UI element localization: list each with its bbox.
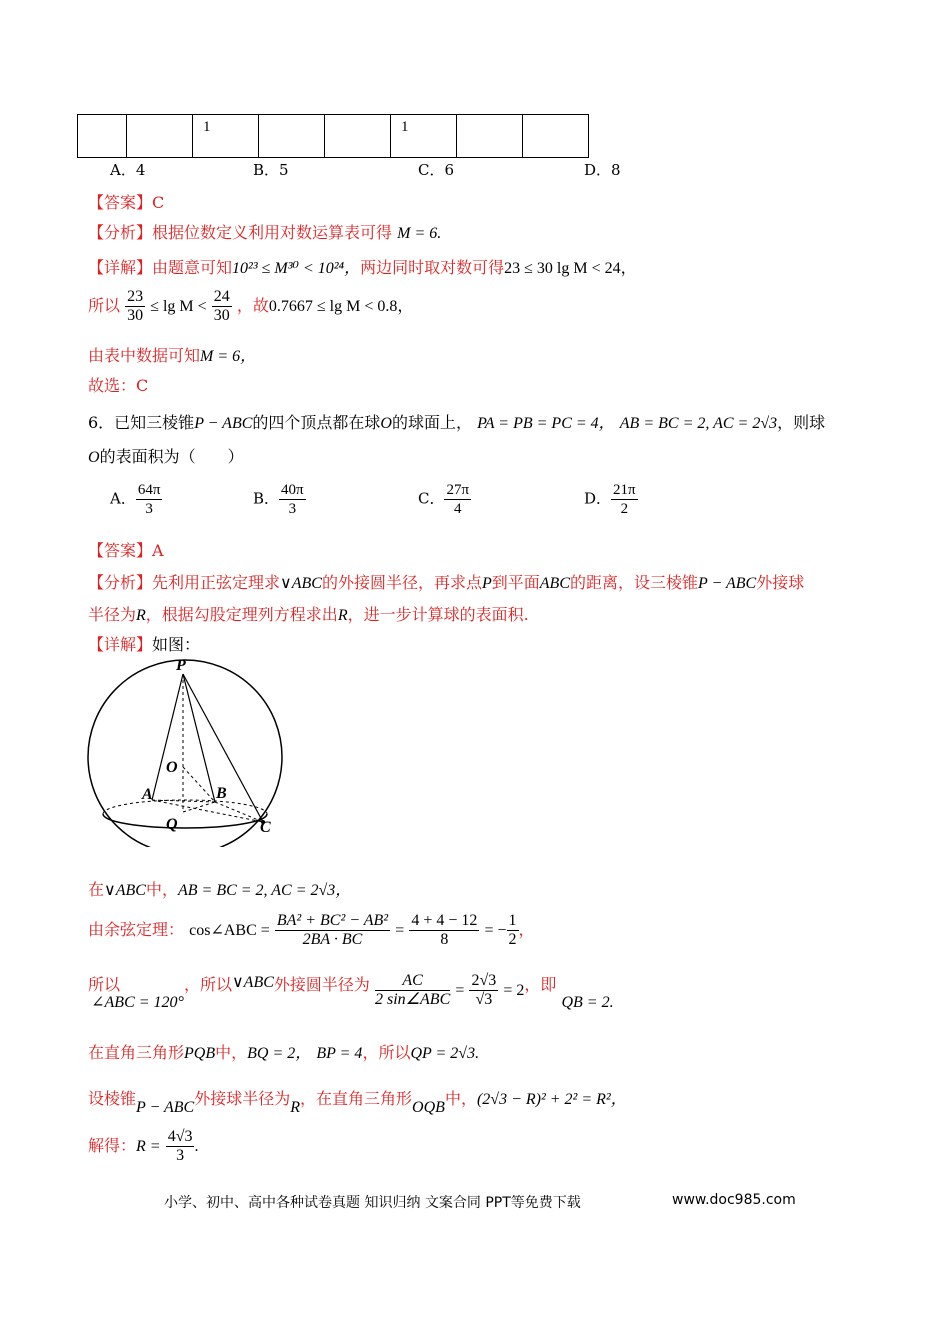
q6-analysis-line2: 半径为R，根据勾股定理列方程求出R，进一步计算球的表面积. (88, 605, 529, 624)
q6-step4: 在直角三角形PQB中，BQ = 2， BP = 4，所以QP = 2√3. (88, 1043, 480, 1062)
q5-option-c: C．6 (418, 161, 455, 179)
table-cell: 1 (391, 115, 457, 158)
q5-option-d: D．8 (584, 161, 621, 179)
q6-step2: 由余弦定理： cos∠ABC = $\frac{\text{BA² + BC² − AB²}}{2BA \cdot BC}$ = $\frac{4 + 4 - 12}{8}$ = − $\frac{1}{2}$ ， (88, 912, 535, 948)
q6-analysis-line1: 【分析】先利用正弦定理求∨ABC的外接圆半径，再求点P到平面ABC的距离，设三棱锥P − ABC外接球 (88, 573, 805, 592)
footer-url[interactable]: www.doc985.com (672, 1192, 796, 1208)
q5-line3 (88, 343, 256, 366)
table-cell (457, 115, 523, 158)
fraction: $\frac{24}{30}$ (213, 288, 230, 324)
digit-table (77, 114, 589, 158)
sphere-figure (80, 652, 290, 847)
math: O (88, 449, 100, 466)
q6-option-a: A． $\frac{64\pi}{3}$ (110, 482, 161, 517)
table-cell: 1 (193, 115, 259, 158)
table-cell (127, 115, 193, 158)
math: AB = BC = 2, AC = 2√3 (619, 415, 778, 432)
q5-line4: 故选：C (88, 376, 149, 395)
analysis-label: 【分析】 (88, 223, 153, 242)
sphere-outline (88, 660, 282, 847)
q6-step6: 解得：R = $\frac{4√3}{3}$ . (88, 1128, 199, 1164)
q5-option-b: B．5 (253, 161, 289, 179)
label-a: A (142, 786, 153, 803)
q5-answer (88, 190, 164, 213)
math: ≤ lg M < (150, 298, 207, 315)
detail-math: 23 ≤ 30 lg M < 24， (504, 260, 637, 277)
q6-stem-line1 (88, 410, 825, 433)
table-cell (325, 115, 391, 158)
detail-text: 由题意可知 (152, 258, 233, 277)
text: 由表中数据可知 (88, 346, 201, 365)
answer-label: 【答案】 (88, 193, 153, 212)
q6-option-b: B． $\frac{40\pi}{3}$ (253, 482, 304, 517)
q6-answer (88, 538, 164, 561)
math: 0.7667 ≤ lg M < 0.8， (268, 298, 414, 315)
table-cell (259, 115, 325, 158)
base-circle-back (103, 800, 267, 814)
math: O (380, 415, 392, 432)
q5-detail (88, 255, 637, 278)
answer-value: A (152, 541, 164, 560)
q5-analysis (88, 220, 441, 243)
label-b: B (216, 785, 227, 802)
math: P − ABC (194, 415, 253, 432)
q6-detail: 【详解】如图： (88, 635, 201, 654)
answer-label: 【答案】 (88, 541, 153, 560)
detail-text: 两边同时取对数可得 (360, 258, 505, 277)
base-circle-front (103, 814, 267, 828)
text: ，故 (236, 296, 269, 315)
label-o: O (166, 759, 178, 776)
detail-label: 【详解】 (88, 258, 153, 277)
q6-stem-line2 (88, 444, 244, 467)
edge-pb (183, 674, 215, 802)
text: ，则球 (777, 413, 826, 432)
text: 的四个顶点都在球 (252, 413, 381, 432)
fraction: $\frac{23}{30}$ (127, 288, 144, 324)
table-cell (523, 115, 589, 158)
math: PA = PB = PC = 4， (477, 415, 615, 432)
answer-value: C (152, 193, 165, 212)
q5-line2 (88, 288, 413, 325)
table-cell (78, 115, 127, 158)
edge-pa (152, 674, 183, 800)
q6-option-d: D． $\frac{21\pi}{2}$ (584, 482, 636, 517)
detail-math: 10²³ ≤ M³⁰ < 10²⁴， (232, 260, 361, 277)
label-p: P (176, 657, 186, 674)
text: 所以 (88, 296, 121, 315)
math: M = 6， (200, 348, 257, 365)
analysis-math: M = 6. (397, 225, 442, 242)
q6-step1: 在∨ABC中，AB = BC = 2, AC = 2√3， (88, 880, 352, 899)
label-c: C (260, 819, 271, 836)
q6-step5: 设棱锥P − ABC外接球半径为R，在直角三角形OQB中，(2√3 − R)² + 2² = R²， (88, 1089, 627, 1116)
footer-left: 小学、初中、高中各种试卷真题 知识归纳 文案合同 PPT等免费下载 (164, 1195, 581, 1211)
analysis-text: 根据位数定义利用对数运算表可得 (152, 223, 393, 242)
text: 的球面上， (391, 413, 472, 432)
q6-option-c: C． $\frac{27\pi}{4}$ (418, 482, 470, 517)
text: 6．已知三棱锥 (88, 413, 195, 432)
label-q: Q (166, 816, 178, 833)
edge-bc (215, 802, 263, 822)
text: 的表面积为（ ） (99, 447, 244, 466)
q6-step3: 所以 ∠ABC = 120°，所以∨ABC外接圆半径为 $\frac{AC}{\text{2 sin∠ABC}}$ = $\frac{2√3}{√3}$ = 2，即 QB = 2. (88, 972, 614, 1011)
q5-option-a: A．4 (110, 161, 146, 179)
